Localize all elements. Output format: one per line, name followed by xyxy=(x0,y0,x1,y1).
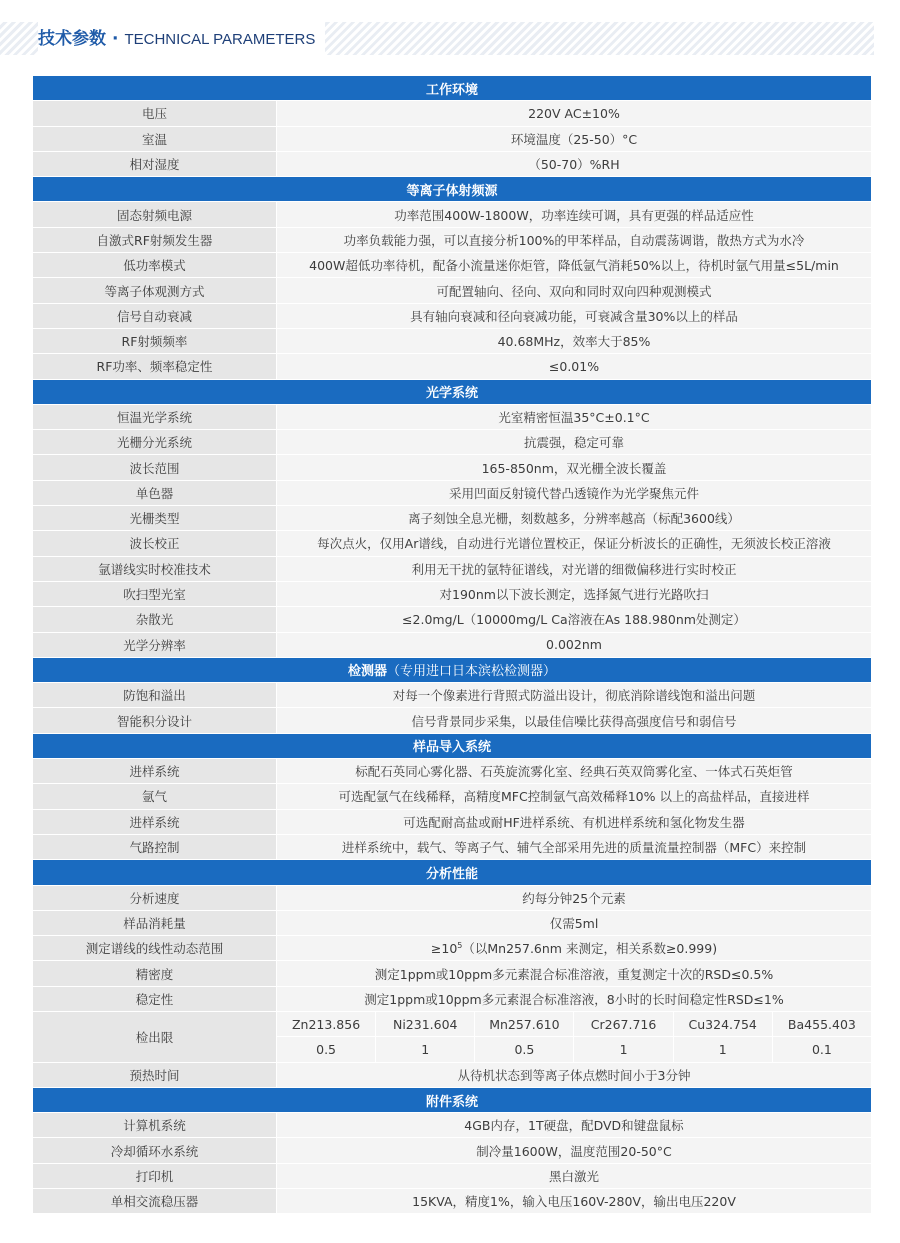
title-chinese: 技术参数 xyxy=(38,29,106,49)
param-value: 采用凹面反射镜代替凸透镜作为光学聚焦元件 xyxy=(277,480,872,505)
param-value: 具有轴向衰减和径向衰减功能，可衰减含量30%以上的样品 xyxy=(277,303,872,328)
param-value: $\ge 10^5$（以Mn257.6nm 来测定，相关系数≥0.999) xyxy=(277,936,872,961)
table-row xyxy=(33,354,872,379)
table-row xyxy=(33,202,872,227)
param-label: 样品消耗量 xyxy=(33,910,277,935)
section-header-row xyxy=(33,76,872,101)
param-value: 220V AC±10% xyxy=(277,101,872,126)
param-value: ≤2.0mg/L（10000mg/L Ca溶液在As 188.980nm处测定） xyxy=(277,607,872,632)
section-header-row xyxy=(33,1087,872,1112)
param-label: 进样系统 xyxy=(33,759,277,784)
table-row xyxy=(33,430,872,455)
title-english: TECHNICAL PARAMETERS xyxy=(124,31,316,48)
param-value: 约每分钟25个元素 xyxy=(277,885,872,910)
param-label: 气路控制 xyxy=(33,834,277,859)
param-value: 对190nm以下波长测定，选择氮气进行光路吹扫 xyxy=(277,581,872,606)
detection-value: 1 xyxy=(673,1037,772,1062)
param-label: 测定谱线的线性动态范围 xyxy=(33,936,277,961)
param-label: 信号自动衰减 xyxy=(33,303,277,328)
page-header xyxy=(0,0,900,62)
param-label: 吹扫型光室 xyxy=(33,581,277,606)
section-title: 样品导入系统 xyxy=(33,733,872,758)
param-value: 0.002nm xyxy=(277,632,872,657)
param-value: 标配石英同心雾化器、石英旋流雾化室、经典石英双筒雾化室、一体式石英炬管 xyxy=(277,759,872,784)
parameters-body xyxy=(33,76,872,1214)
section-title: 光学系统 xyxy=(33,379,872,404)
param-value: 可配置轴向、径向、双向和同时双向四种观测模式 xyxy=(277,278,872,303)
param-label: 自激式RF射频发生器 xyxy=(33,227,277,252)
param-value: 信号背景同步采集，以最佳信噪比获得高强度信号和弱信号 xyxy=(277,708,872,733)
table-row xyxy=(33,278,872,303)
section-header-row xyxy=(33,379,872,404)
detection-value: 0.5 xyxy=(475,1037,574,1062)
table-row xyxy=(33,531,872,556)
table-row xyxy=(33,303,872,328)
table-row xyxy=(33,556,872,581)
param-label: 稳定性 xyxy=(33,986,277,1011)
param-value: 从待机状态到等离子体点燃时间小于3分钟 xyxy=(277,1062,872,1087)
detection-element: Cu324.754 xyxy=(673,1011,772,1036)
table-row xyxy=(33,101,872,126)
detection-element: Mn257.610 xyxy=(475,1011,574,1036)
param-label: 冷却循环水系统 xyxy=(33,1138,277,1163)
table-row xyxy=(33,936,872,961)
table-row xyxy=(33,1113,872,1138)
table-row xyxy=(33,784,872,809)
param-label: 防饱和溢出 xyxy=(33,683,277,708)
section-header-row xyxy=(33,657,872,682)
param-value: 可选配耐高盐或耐HF进样系统、有机进样系统和氢化物发生器 xyxy=(277,809,872,834)
section-header-row xyxy=(33,733,872,758)
param-label: RF功率、频率稳定性 xyxy=(33,354,277,379)
param-value: 可选配氩气在线稀释，高精度MFC控制氩气高效稀释10% 以上的高盐样品，直接进样 xyxy=(277,784,872,809)
param-label: 进样系统 xyxy=(33,809,277,834)
table-row xyxy=(33,404,872,429)
detection-value: 1 xyxy=(376,1037,475,1062)
section-title: 工作环境 xyxy=(33,76,872,101)
detection-element: Zn213.856 xyxy=(277,1011,376,1036)
param-label: 光学分辨率 xyxy=(33,632,277,657)
param-label: 单相交流稳压器 xyxy=(33,1189,277,1214)
param-label: 波长范围 xyxy=(33,455,277,480)
param-label: RF射频频率 xyxy=(33,328,277,353)
param-label: 预热时间 xyxy=(33,1062,277,1087)
param-value: 400W超低功率待机，配备小流量迷你炬管，降低氩气消耗50%以上，待机时氩气用量≤5L/min xyxy=(277,253,872,278)
table-row xyxy=(33,253,872,278)
table-row xyxy=(33,809,872,834)
table-row xyxy=(33,885,872,910)
param-label: 检出限 xyxy=(33,1011,277,1062)
param-label: 光栅分光系统 xyxy=(33,430,277,455)
table-row xyxy=(33,834,872,859)
table-row xyxy=(33,683,872,708)
param-label: 等离子体观测方式 xyxy=(33,278,277,303)
param-value: 仅需5ml xyxy=(277,910,872,935)
param-value: （50-70）%RH xyxy=(277,151,872,176)
param-value: 功率范围400W-1800W，功率连续可调，具有更强的样品适应性 xyxy=(277,202,872,227)
title-separator: · xyxy=(112,29,119,49)
section-title: 附件系统 xyxy=(33,1087,872,1112)
param-value: 利用无干扰的氩特征谱线，对光谱的细微偏移进行实时校正 xyxy=(277,556,872,581)
table-row xyxy=(33,961,872,986)
table-row xyxy=(33,455,872,480)
param-value: 15KVA，精度1%，输入电压160V-280V，输出电压220V xyxy=(277,1189,872,1214)
section-title: 分析性能 xyxy=(33,860,872,885)
param-value: 环境温度（25-50）°C xyxy=(277,126,872,151)
param-value: 对每一个像素进行背照式防溢出设计，彻底消除谱线饱和溢出问题 xyxy=(277,683,872,708)
section-header-row xyxy=(33,860,872,885)
param-value: 进样系统中，载气、等离子气、辅气全部采用先进的质量流量控制器（MFC）来控制 xyxy=(277,834,872,859)
table-row xyxy=(33,151,872,176)
param-label: 电压 xyxy=(33,101,277,126)
table-row xyxy=(33,1163,872,1188)
param-label: 相对湿度 xyxy=(33,151,277,176)
detection-value: 0.1 xyxy=(772,1037,871,1062)
param-value: 每次点火，仅用Ar谱线，自动进行光谱位置校正，保证分析波长的正确性，无须波长校正溶液 xyxy=(277,531,872,556)
param-label: 精密度 xyxy=(33,961,277,986)
detection-value: 1 xyxy=(574,1037,673,1062)
section-title: 等离子体射频源 xyxy=(33,177,872,202)
section-header-row xyxy=(33,177,872,202)
param-label: 计算机系统 xyxy=(33,1113,277,1138)
section-title-note: （专用进口日本滨松检测器） xyxy=(387,664,557,680)
param-value: 黑白激光 xyxy=(277,1163,872,1188)
param-label: 杂散光 xyxy=(33,607,277,632)
table-row xyxy=(33,759,872,784)
detection-element: Cr267.716 xyxy=(574,1011,673,1036)
param-value: 测定1ppm或10ppm多元素混合标准溶液，8小时的长时间稳定性RSD≤1% xyxy=(277,986,872,1011)
table-row xyxy=(33,910,872,935)
param-value: 离子刻蚀全息光栅，刻数越多，分辨率越高（标配3600线） xyxy=(277,506,872,531)
table-row xyxy=(33,986,872,1011)
param-label: 恒温光学系统 xyxy=(33,404,277,429)
param-value: 功率负载能力强，可以直接分析100%的甲苯样品，自动震荡调谐，散热方式为水冷 xyxy=(277,227,872,252)
table-row xyxy=(33,480,872,505)
table-row xyxy=(33,632,872,657)
param-label: 打印机 xyxy=(33,1163,277,1188)
param-value: 抗震强，稳定可靠 xyxy=(277,430,872,455)
param-label: 室温 xyxy=(33,126,277,151)
detection-element: Ba455.403 xyxy=(772,1011,871,1036)
table-row xyxy=(33,607,872,632)
table-row xyxy=(33,506,872,531)
table-row xyxy=(33,1189,872,1214)
param-value: 测定1ppm或10ppm多元素混合标准溶液，重复测定十次的RSD≤0.5% xyxy=(277,961,872,986)
detection-element: Ni231.604 xyxy=(376,1011,475,1036)
param-label: 分析速度 xyxy=(33,885,277,910)
param-label: 智能积分设计 xyxy=(33,708,277,733)
table-row xyxy=(33,1138,872,1163)
page-title xyxy=(38,22,325,55)
param-value: 4GB内存，1T硬盘，配DVD和键盘鼠标 xyxy=(277,1113,872,1138)
section-title: 检测器（专用进口日本滨松检测器） xyxy=(33,657,872,682)
param-value: 40.68MHz，效率大于85% xyxy=(277,328,872,353)
param-value: 光室精密恒温35°C±0.1°C xyxy=(277,404,872,429)
param-value-exponent: 5 xyxy=(457,941,463,951)
technical-parameters-table xyxy=(32,75,872,1214)
table-row xyxy=(33,708,872,733)
param-value: 165-850nm，双光栅全波长覆盖 xyxy=(277,455,872,480)
table-row xyxy=(33,328,872,353)
table-row xyxy=(33,227,872,252)
detection-limit-elements-row xyxy=(33,1011,872,1036)
table-row xyxy=(33,126,872,151)
param-label: 单色器 xyxy=(33,480,277,505)
param-value: ≤0.01% xyxy=(277,354,872,379)
detection-value: 0.5 xyxy=(277,1037,376,1062)
param-label: 低功率模式 xyxy=(33,253,277,278)
param-label: 波长校正 xyxy=(33,531,277,556)
param-label: 固态射频电源 xyxy=(33,202,277,227)
param-label: 氩谱线实时校准技术 xyxy=(33,556,277,581)
table-row xyxy=(33,581,872,606)
param-label: 氩气 xyxy=(33,784,277,809)
param-value: 制冷量1600W，温度范围20-50°C xyxy=(277,1138,872,1163)
table-row xyxy=(33,1062,872,1087)
param-label: 光栅类型 xyxy=(33,506,277,531)
